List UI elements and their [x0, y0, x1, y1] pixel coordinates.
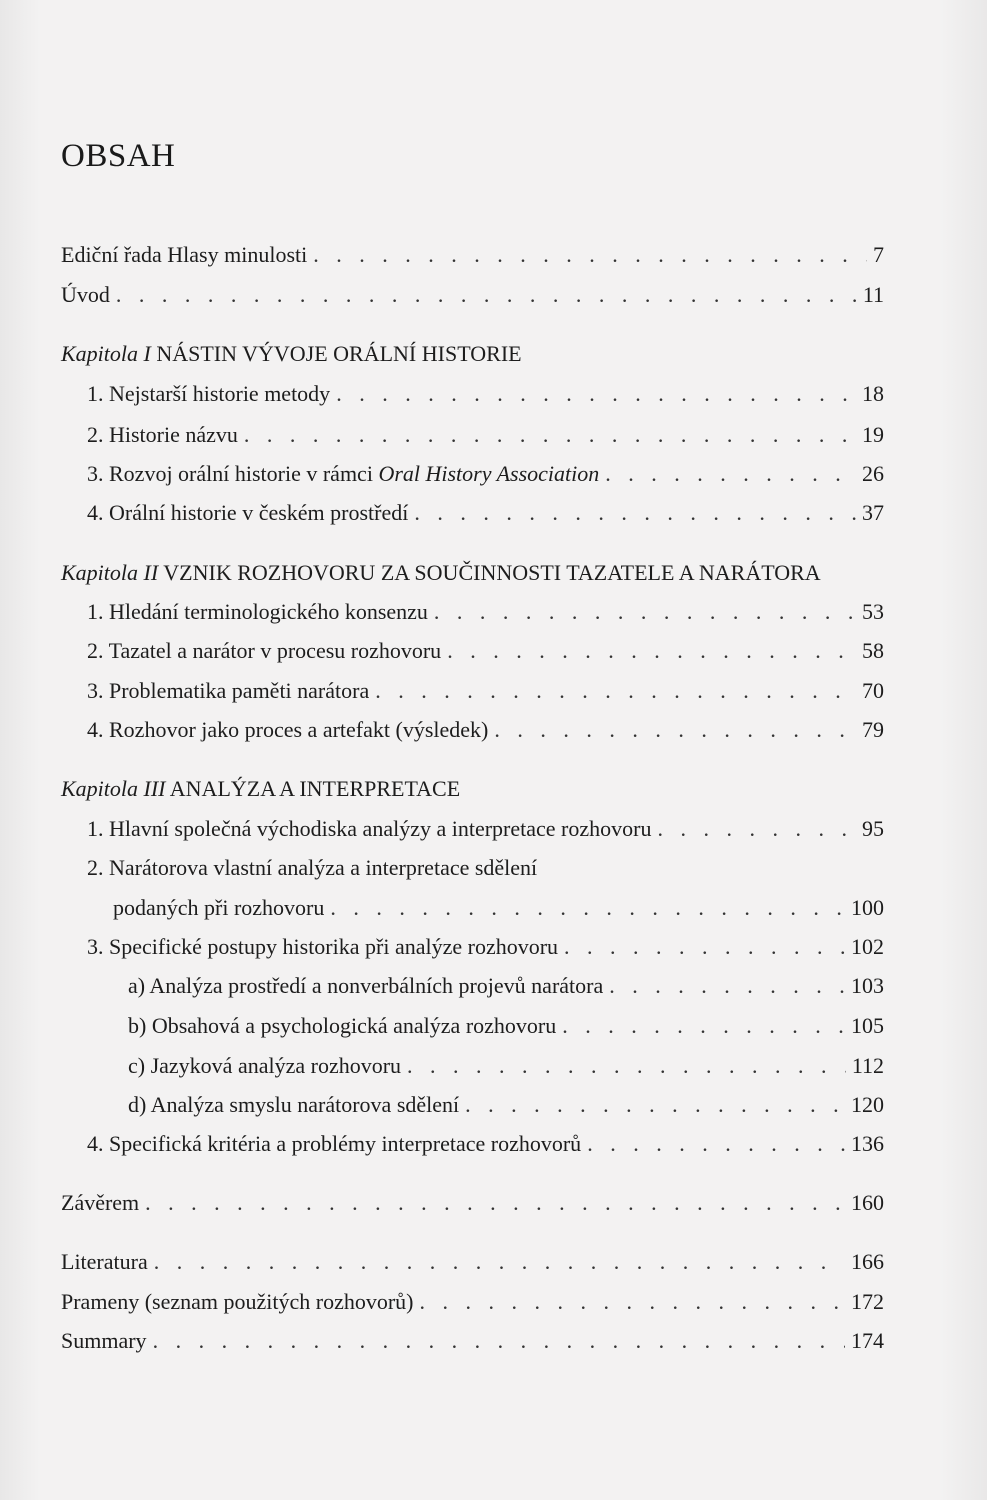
toc-entry-label: 3. Specifické postupy historika při analýze rozhovoru: [87, 934, 559, 959]
dot-leader: [562, 1012, 845, 1040]
toc-page-number: 136: [851, 1131, 884, 1156]
toc-page-number: 18: [862, 381, 884, 406]
toc-entry[interactable]: [87, 933, 884, 961]
toc-subentry[interactable]: [128, 1091, 884, 1119]
toc-page-number: 7: [873, 242, 884, 267]
toc-entry[interactable]: [87, 677, 884, 705]
toc-page-number: 95: [862, 816, 884, 841]
toc-entry[interactable]: [87, 1130, 884, 1158]
chapter-title: ANALÝZA A INTERPRETACE: [165, 776, 461, 801]
toc-entry-label-text: 3. Rozvoj orální historie v rámci: [87, 461, 379, 486]
page-title: OBSAH: [61, 138, 176, 174]
dot-leader: [313, 241, 867, 269]
toc-entry-label: 4. Specifická kritéria a problémy interpretace rozhovorů: [87, 1131, 582, 1156]
toc-entry-label: Úvod: [61, 282, 110, 307]
toc-page-number: 70: [862, 678, 884, 703]
toc-page-number: 166: [851, 1249, 884, 1274]
dot-leader: [434, 598, 856, 626]
toc-entry-label: d) Analýza smyslu narátorova sdělení: [128, 1092, 460, 1117]
dot-leader: [609, 972, 845, 1000]
toc-entry-label: Literatura: [61, 1249, 148, 1274]
toc-page-number: 37: [862, 500, 884, 525]
toc-page-number: 26: [862, 461, 884, 486]
toc-subentry[interactable]: [128, 1052, 884, 1080]
chapter-number: Kapitola I: [61, 341, 151, 366]
toc-entry-literatura[interactable]: [61, 1248, 884, 1276]
toc-entry-label: 4. Orální historie v českém prostředí: [87, 500, 409, 525]
dot-leader: [375, 677, 856, 705]
toc-entry-label-line1[interactable]: 2. Narátorova vlastní analýza a interpretace sdělení: [87, 855, 538, 880]
toc-entry-uvod[interactable]: [61, 281, 884, 309]
toc-entry-label-italic: Oral History Association: [378, 461, 600, 486]
dot-leader: [657, 815, 856, 843]
toc-entry-label: 1. Nejstarší historie metody: [87, 381, 331, 406]
toc-page-number: 112: [851, 1053, 884, 1078]
toc-page-number: 79: [862, 717, 884, 742]
toc-entry[interactable]: [87, 380, 884, 408]
chapter-title: NÁSTIN VÝVOJE ORÁLNÍ HISTORIE: [150, 341, 522, 366]
chapter-heading-2: [61, 559, 821, 587]
toc-entry-label: [87, 460, 599, 488]
toc-entry-edicni-rada[interactable]: [61, 241, 884, 269]
toc-entry[interactable]: [87, 598, 884, 626]
toc-page-number: 11: [862, 282, 884, 307]
dot-leader: [414, 499, 856, 527]
toc-entry[interactable]: [87, 499, 884, 527]
chapter-heading-3: [61, 775, 460, 803]
toc-entry-label: 1. Hledání terminologického konsenzu: [87, 599, 428, 624]
toc-page-number: 160: [851, 1190, 884, 1215]
toc-entry-prameny[interactable]: [61, 1288, 884, 1316]
dot-leader: [465, 1091, 845, 1119]
toc-page-number: 172: [851, 1289, 884, 1314]
dot-leader: [447, 637, 856, 665]
toc-entry[interactable]: [87, 815, 884, 843]
dot-leader: [145, 1189, 845, 1217]
toc-page-number: 105: [851, 1013, 884, 1038]
toc-entry-summary[interactable]: [61, 1327, 884, 1355]
toc-entry-label: b) Obsahová a psychologická analýza rozhovoru: [128, 1013, 557, 1038]
toc-entry-label: Ediční řada Hlasy minulosti: [61, 242, 308, 267]
toc-entry[interactable]: [113, 894, 884, 922]
toc-entry[interactable]: [87, 637, 884, 665]
toc-page-number: 53: [862, 599, 884, 624]
toc-page-number: 102: [851, 934, 884, 959]
toc-entry[interactable]: [87, 421, 884, 449]
toc-entry-label: 2. Historie názvu: [87, 422, 238, 447]
dot-leader: [153, 1327, 845, 1355]
toc-page-number: 120: [851, 1092, 884, 1117]
toc-entry-label: Prameny (seznam použitých rozhovorů): [61, 1289, 414, 1314]
dot-leader: [587, 1130, 845, 1158]
toc-entry-label: Závěrem: [61, 1190, 140, 1215]
toc-page-number: 174: [851, 1328, 884, 1353]
chapter-number: Kapitola III: [61, 776, 166, 801]
toc-entry-label: 1. Hlavní společná východiska analýzy a interpretace rozhovoru: [87, 816, 652, 841]
chapter-number: Kapitola II: [61, 560, 159, 585]
dot-leader: [605, 460, 856, 488]
toc-entry-label: Summary: [61, 1328, 147, 1353]
toc-entry[interactable]: [87, 716, 884, 744]
toc-subentry[interactable]: [128, 1012, 884, 1040]
dot-leader: [244, 421, 856, 449]
toc-entry-label: 4. Rozhovor jako proces a artefakt (výsledek): [87, 717, 489, 742]
dot-leader: [116, 281, 857, 309]
toc-entry-label: podaných při rozhovoru: [113, 895, 325, 920]
dot-leader: [330, 894, 845, 922]
dot-leader: [407, 1052, 846, 1080]
toc-entry[interactable]: [87, 460, 884, 488]
dot-leader: [494, 716, 856, 744]
toc-entry-zaverem[interactable]: [61, 1189, 884, 1217]
toc-page-number: 103: [851, 973, 884, 998]
dot-leader: [420, 1288, 846, 1316]
toc-entry-label: 3. Problematika paměti narátora: [87, 678, 370, 703]
toc-entry-label: c) Jazyková analýza rozhovoru: [128, 1053, 402, 1078]
toc-entry-label: 2. Tazatel a narátor v procesu rozhovoru: [87, 638, 442, 663]
toc-entry-label: a) Analýza prostředí a nonverbálních projevů narátora: [128, 973, 604, 998]
toc-page-number: 100: [851, 895, 884, 920]
chapter-heading-1: [61, 340, 522, 368]
chapter-title: VZNIK ROZHOVORU ZA SOUČINNOSTI TAZATELE A NARÁTORA: [158, 560, 821, 585]
toc-page-number: 19: [862, 422, 884, 447]
dot-leader: [336, 380, 856, 408]
dot-leader: [154, 1248, 845, 1276]
toc-page-number: 58: [862, 638, 884, 663]
dot-leader: [564, 933, 845, 961]
toc-subentry[interactable]: [128, 972, 884, 1000]
